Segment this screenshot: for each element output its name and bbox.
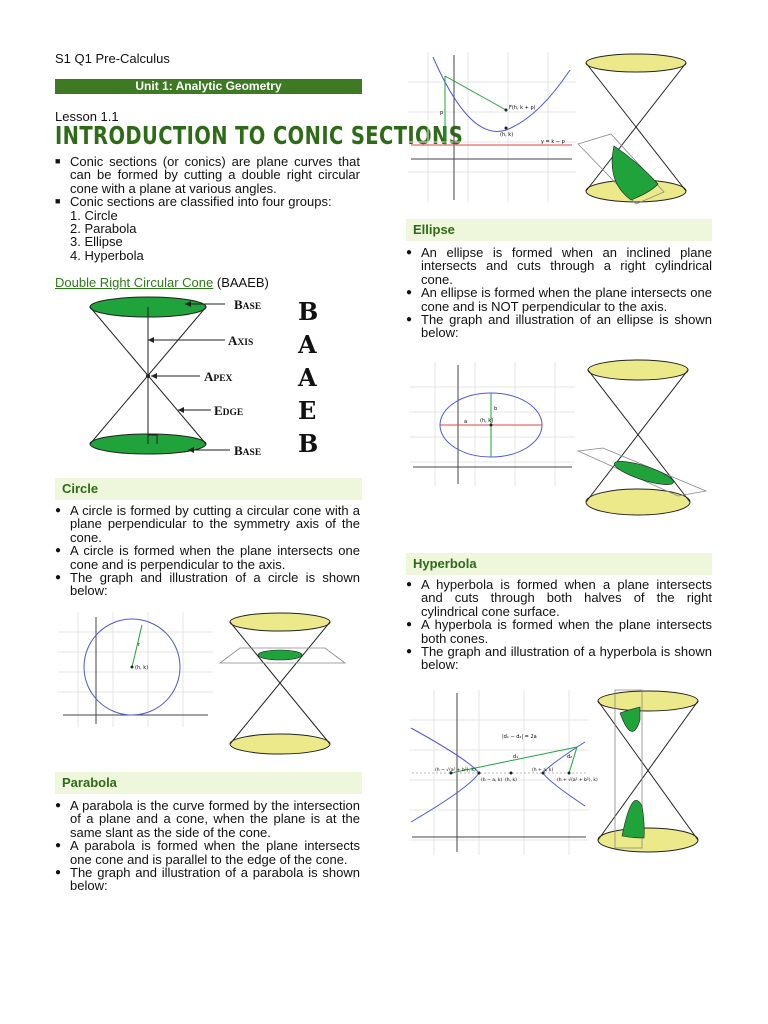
- ellipse-center-label: (h, k): [480, 418, 494, 424]
- circle-bullets: [55, 504, 360, 598]
- parabola-graph: [408, 52, 576, 202]
- conic-groups-list: [55, 209, 360, 263]
- ellipse-a-label: a: [464, 419, 468, 425]
- hyperbola-d2-label: d₂: [567, 754, 573, 760]
- hyperbola-center-label: (h, k): [505, 778, 517, 783]
- intro-section: [55, 155, 360, 262]
- lesson-number: Lesson 1.1: [55, 109, 119, 124]
- hyperbola-equation-label: |d₁ − d₂| = 2a: [502, 734, 537, 740]
- dot-bullet-icon: ●: [406, 579, 413, 590]
- parabola-heading: Parabola: [55, 772, 362, 794]
- circle-section: [55, 504, 360, 598]
- cone-caption: [55, 275, 269, 290]
- dot-bullet-icon: ●: [406, 287, 413, 299]
- square-bullet-icon: ■: [55, 196, 61, 207]
- parabola-bullets: [55, 799, 360, 893]
- hyperbola-right-vertex-label: (h + a, k): [532, 768, 554, 773]
- hyperbola-d1-label: d₁: [513, 754, 519, 760]
- ellipse-cone-illustration: [578, 356, 713, 521]
- course-label: S1 Q1 Pre-Calculus: [55, 51, 170, 66]
- label-axis: AXIS: [228, 333, 254, 348]
- list-item: ■ Conic sections are classified into four groups:: [55, 194, 332, 210]
- parabola-focus-label: F(h, k + p): [509, 105, 536, 111]
- unit-banner: Unit 1: Analytic Geometry: [55, 79, 362, 94]
- dot-bullet-icon: ●: [406, 314, 413, 326]
- mnemonic-letter: B: [298, 429, 319, 458]
- circle-cone-illustration: [220, 610, 350, 760]
- circle-heading: Circle: [55, 478, 362, 500]
- parabola-section: [55, 799, 360, 893]
- mnemonic-letter: B: [298, 297, 319, 326]
- ellipse-graph: [410, 362, 575, 487]
- ellipse-b-label: b: [494, 406, 498, 412]
- list-item: 2. Parabola: [70, 221, 137, 237]
- intro-bullets: [55, 155, 360, 209]
- list-item: ● The graph and illustration of a parabola is shown below:: [55, 865, 360, 894]
- label-edge: EDGE: [214, 403, 244, 418]
- list-item: ● The graph and illustration of a hyperbola is shown below:: [406, 644, 712, 673]
- hyperbola-left-focus-label: (h − √(a² + b²), k): [435, 768, 476, 773]
- list-item: 4. Hyperbola: [70, 247, 144, 263]
- parabola-vertex-label: (h, k): [500, 132, 514, 138]
- parabola-directrix-label: y = k − p: [541, 139, 565, 145]
- ellipse-heading: Ellipse: [406, 219, 712, 241]
- dot-bullet-icon: ●: [55, 840, 62, 852]
- circle-graph: [58, 612, 213, 727]
- ellipse-section: [406, 246, 712, 340]
- ellipse-bullets: [406, 246, 712, 340]
- parabola-p-label: p: [440, 110, 444, 116]
- mnemonic-letter: A: [298, 330, 317, 359]
- label-base-bottom: BASE: [234, 443, 262, 458]
- list-item: 3. Ellipse: [70, 234, 123, 250]
- dot-bullet-icon: ●: [406, 247, 413, 258]
- hyperbola-right-focus-label: (h + √(a² + b²), k): [557, 778, 598, 783]
- hyperbola-left-vertex-label: (h − a, k): [481, 778, 503, 783]
- square-bullet-icon: ■: [55, 156, 61, 166]
- circle-center-label: (h, k): [135, 665, 149, 671]
- list-item: ● The graph and illustration of a circle is shown below:: [55, 570, 360, 599]
- list-item: ■ Conic sections (or conics) are plane curves that can be formed by cutting a double right circular cone with a plane at various angles.: [55, 154, 360, 196]
- hyperbola-heading: Hyperbola: [406, 553, 712, 575]
- hyperbola-cone-illustration: [590, 688, 710, 858]
- dot-bullet-icon: ●: [55, 505, 62, 516]
- dot-bullet-icon: ●: [55, 572, 62, 584]
- mnemonic-letters: [298, 295, 318, 460]
- list-item: ● A circle is formed by cutting a circular cone with a plane perpendicular to the symmetry axis of the cone.: [55, 503, 360, 545]
- hyperbola-bullets: [406, 578, 712, 672]
- mnemonic-letter: A: [298, 363, 317, 392]
- label-base-top: BASE: [234, 297, 262, 312]
- list-item: ● A hyperbola is formed when a plane intersects and cuts through both halves of the right cylindrical cone surface.: [406, 577, 712, 619]
- list-item: ● The graph and illustration of an ellipse is shown below:: [406, 312, 712, 341]
- dot-bullet-icon: ●: [406, 646, 413, 658]
- cone-link[interactable]: Double Right Circular Cone: [55, 275, 214, 290]
- list-item: ● A circle is formed when the plane intersects one cone and is perpendicular to the axis.: [55, 543, 360, 572]
- list-item: ● A parabola is the curve formed by the intersection of a plane and a cone, when the plane is at the same slant as the side of the cone.: [55, 798, 360, 840]
- dot-bullet-icon: ●: [55, 800, 62, 811]
- list-item: ● An ellipse is formed when the plane intersects one cone and is NOT perpendicular to the axis.: [406, 285, 712, 314]
- mnemonic-letter: E: [298, 396, 317, 425]
- hyperbola-graph: [409, 690, 598, 855]
- dot-bullet-icon: ●: [406, 619, 413, 631]
- dot-bullet-icon: ●: [55, 867, 62, 879]
- hyperbola-section: [406, 578, 712, 672]
- list-item: ● A parabola is formed when the plane intersects one cone and is parallel to the edge of the cone.: [55, 838, 360, 867]
- cone-mnemonic: (BAAEB): [216, 275, 269, 290]
- list-item: ● A hyperbola is formed when the plane intersects both cones.: [406, 617, 712, 646]
- double-cone-diagram: [85, 292, 295, 462]
- circle-radius-label: r: [138, 642, 141, 648]
- dot-bullet-icon: ●: [55, 545, 62, 557]
- list-item: 1. Circle: [70, 207, 118, 223]
- label-apex: APEX: [204, 369, 233, 384]
- page-title: INTRODUCTION TO CONIC SECTIONS: [55, 121, 464, 150]
- parabola-cone-illustration: [576, 52, 706, 212]
- list-item: ● An ellipse is formed when an inclined plane intersects and cuts through a right cylindrical cone.: [406, 245, 712, 287]
